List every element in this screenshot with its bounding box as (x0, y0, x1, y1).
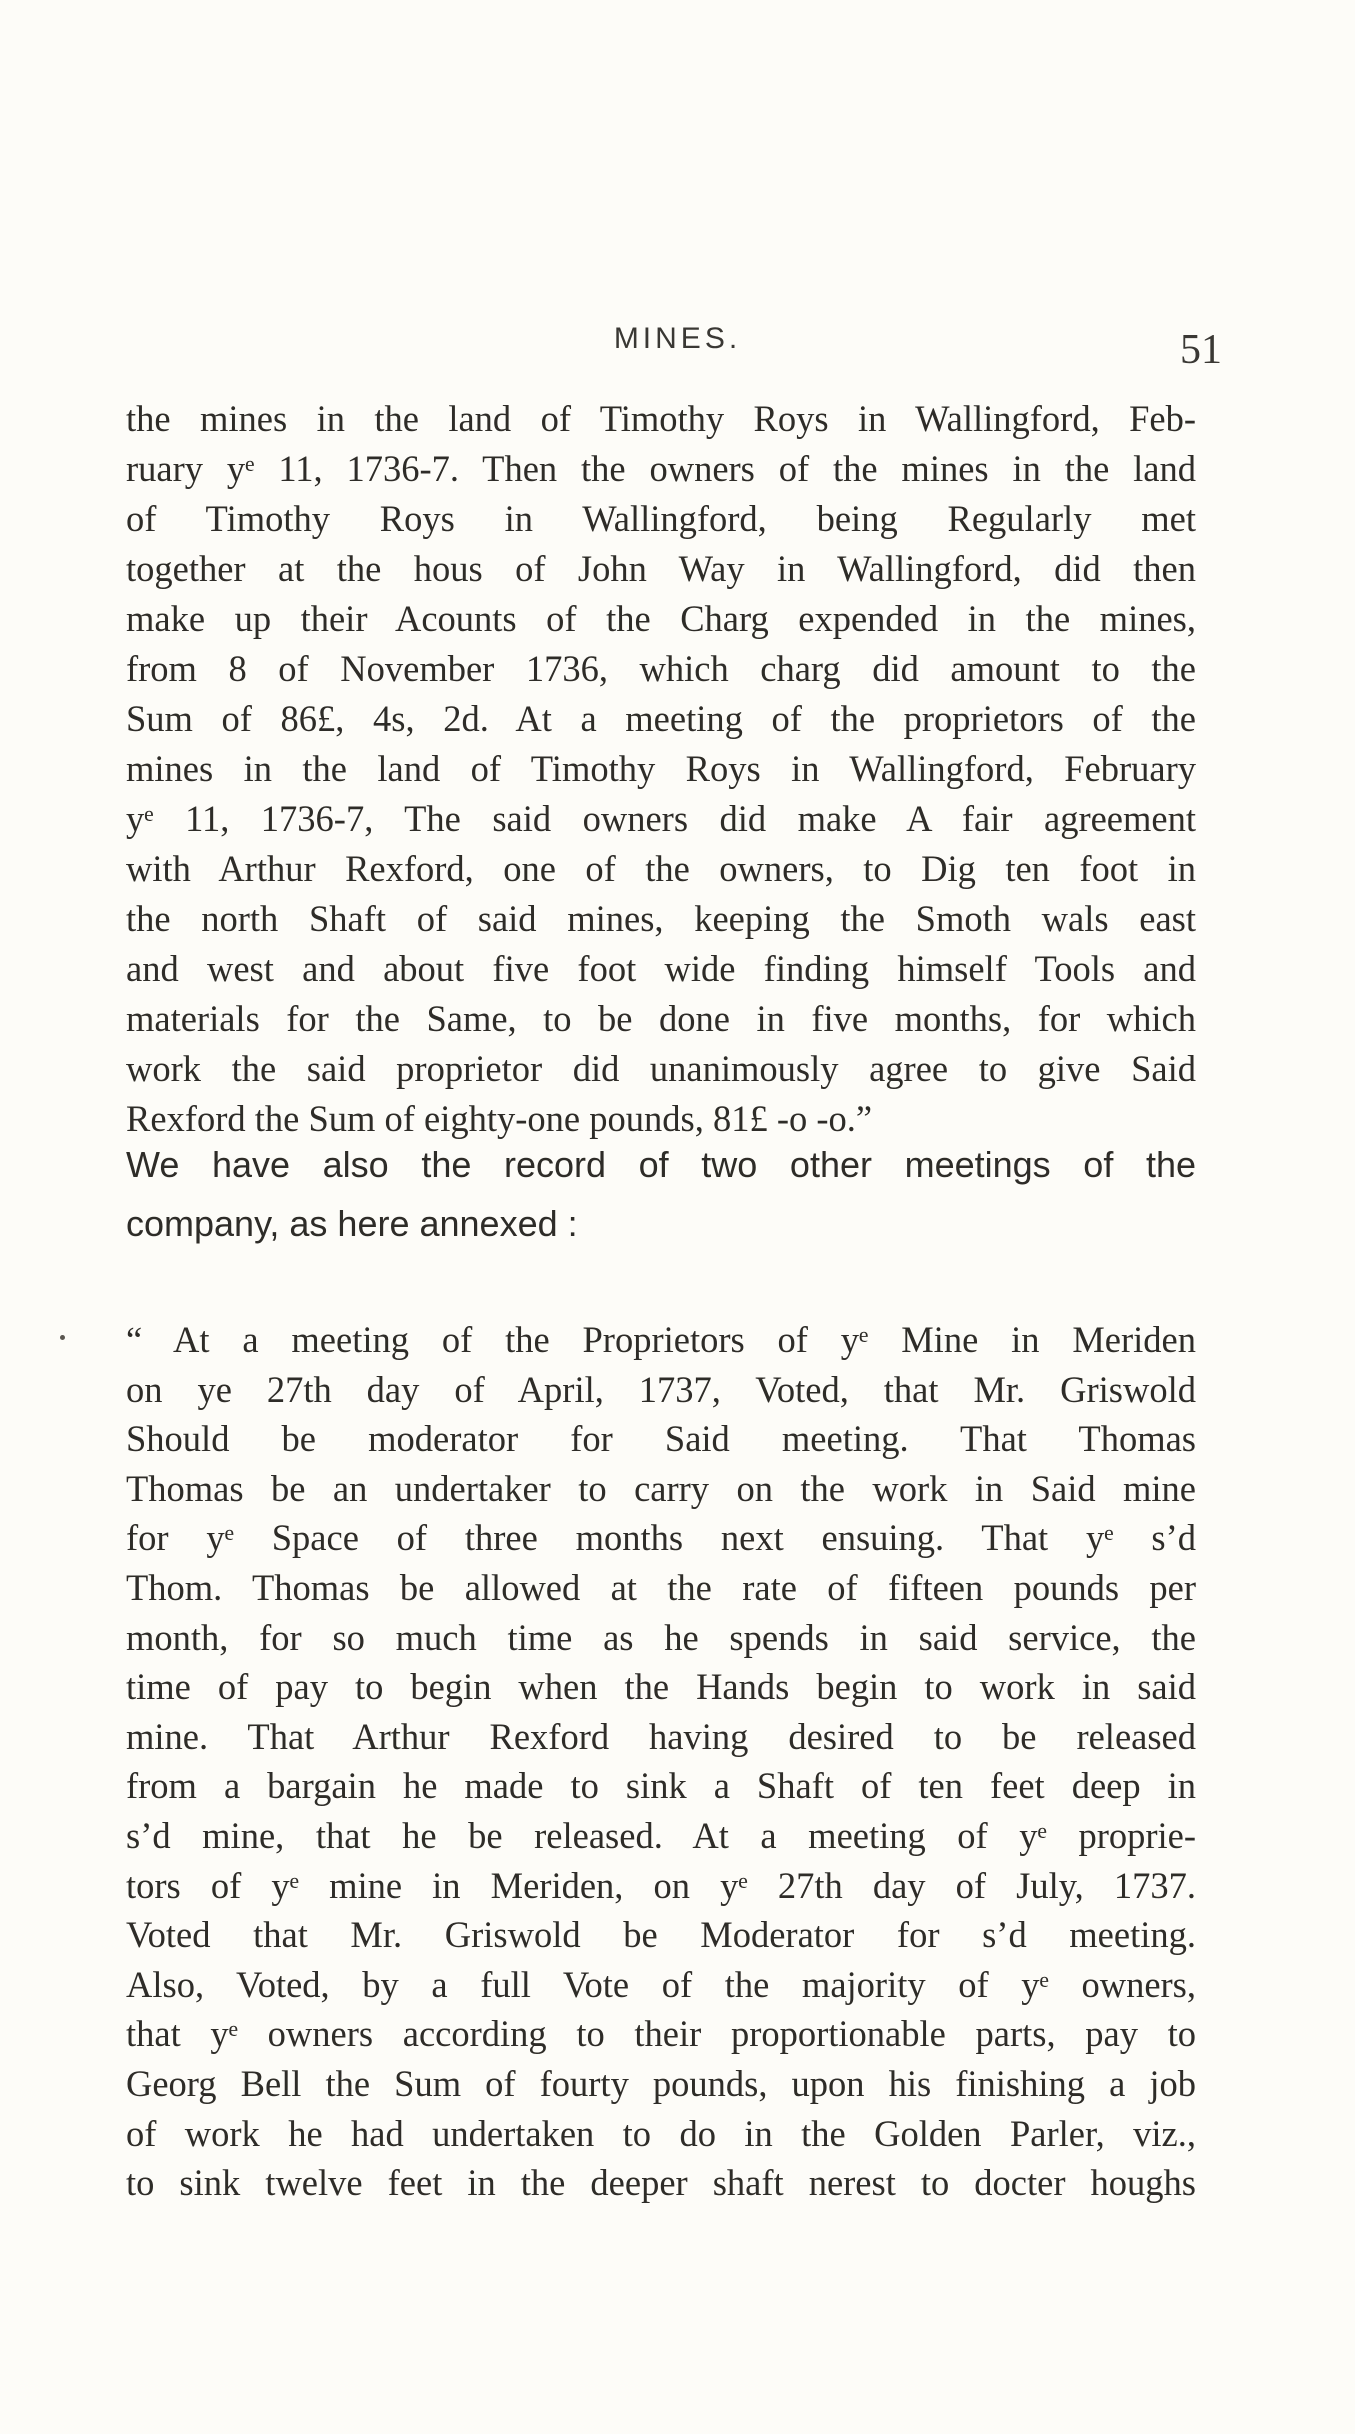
page-number: 51 (1180, 327, 1222, 373)
text-line: Should be moderator for Said meeting. That Thomas (126, 1418, 1196, 1460)
text-line: on ye 27th day of April, 1737, Voted, that Mr. Griswold (126, 1368, 1196, 1410)
text-line: the mines in the land of Timothy Roys in Wallingford, Feb- (126, 398, 1196, 439)
text-line: time of pay to begin when the Hands begin to work in said (126, 1666, 1196, 1708)
text-line: “ At a meeting of the Proprietors of yᵉ Mine in Meriden (126, 1319, 1196, 1360)
text-line: month, for so much time as he spends in said service, the (126, 1616, 1196, 1658)
text-line: make up their Acounts of the Charg expended in the mines, (126, 598, 1196, 639)
text-line: yᵉ 11, 1736-7, The said owners did make A fair agreement (126, 798, 1196, 839)
paragraph-record-intro (126, 1135, 1196, 1253)
text-line: of Timothy Roys in Wallingford, being Regularly met (126, 498, 1196, 539)
paragraph-meeting-minutes (126, 1315, 1196, 2208)
text-line: with Arthur Rexford, one of the owners, to Dig ten foot in (126, 848, 1196, 889)
text-line: mines in the land of Timothy Roys in Wallingford, February (126, 748, 1196, 789)
running-title: MINES. (613, 322, 742, 355)
text-line: s’d mine, that he be released. At a meeting of yᵉ proprie- (126, 1814, 1196, 1856)
text-line: Rexford the Sum of eighty-one pounds, 81£ -o -o.” (126, 1098, 873, 1139)
text-line: and west and about five foot wide finding himself Tools and (126, 948, 1196, 989)
text-line: materials for the Same, to be done in five months, for which (126, 998, 1196, 1039)
text-line: to sink twelve feet in the deeper shaft nerest to docter houghs (126, 2162, 1196, 2204)
text-line: Thomas be an undertaker to carry on the work in Said mine (126, 1467, 1196, 1509)
text-line: work the said proprietor did unanimously agree to give Said (126, 1048, 1196, 1089)
text-line: company, as here annexed : (126, 1203, 578, 1244)
text-line: of work he had undertaken to do in the Golden Parler, viz., (126, 2112, 1196, 2154)
text-line: Georg Bell the Sum of fourty pounds, upon his finishing a job (126, 2062, 1196, 2104)
text-line: tors of yᵉ mine in Meriden, on yᵉ 27th day of July, 1737. (126, 1864, 1196, 1906)
text-line: for yᵉ Space of three months next ensuing. That yᵉ s’d (126, 1517, 1196, 1559)
text-line: together at the hous of John Way in Wallingford, did then (126, 548, 1196, 589)
text-line: the north Shaft of said mines, keeping the Smoth wals east (126, 898, 1196, 939)
margin-speck (60, 1335, 65, 1340)
text-line: Also, Voted, by a full Vote of the majority of yᵉ owners, (126, 1963, 1196, 2005)
text-line: Thom. Thomas be allowed at the rate of fifteen pounds per (126, 1566, 1196, 1608)
text-line: Sum of 86£, 4s, 2d. At a meeting of the proprietors of the (126, 698, 1196, 739)
text-line: from a bargain he made to sink a Shaft of ten feet deep in (126, 1765, 1196, 1807)
text-line: ruary yᵉ 11, 1736-7. Then the owners of the mines in the land (126, 448, 1196, 489)
text-line: mine. That Arthur Rexford having desired to be released (126, 1715, 1196, 1757)
text-line: Voted that Mr. Griswold be Moderator for s’d meeting. (126, 1914, 1196, 1956)
text-line: that yᵉ owners according to their proportionable parts, pay to (126, 2013, 1196, 2055)
text-line: We have also the record of two other meetings of the (126, 1144, 1196, 1185)
paragraph-mine-accounts (126, 394, 1196, 1144)
text-line: from 8 of November 1736, which charg did amount to the (126, 648, 1196, 689)
